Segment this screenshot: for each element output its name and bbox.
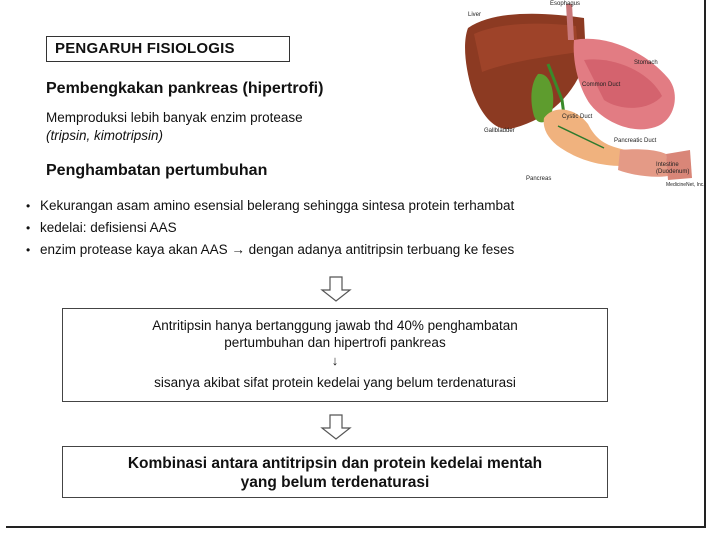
bullet-item: • Kekurangan asam amino esensial belerang sehingga sintesa protein terhambat	[26, 196, 514, 218]
title-box	[46, 36, 290, 62]
down-arrow-icon	[320, 276, 352, 302]
pancreas-label: Pancreas	[526, 176, 552, 182]
small-down-arrow-icon: ↓	[331, 353, 339, 368]
antitripsin-line2: pertumbuhan dan hipertrofi pankreas	[224, 335, 446, 350]
final-box	[62, 446, 608, 498]
heading-penghambatan: Penghambatan pertumbuhan	[46, 162, 268, 179]
conclusion-box	[62, 308, 608, 402]
final-line2: yang belum terdenaturasi	[240, 474, 430, 491]
page-title: PENGARUH FISIOLOGIS	[55, 40, 235, 57]
stomach-label: Stomach	[634, 60, 658, 66]
text-enzim-protease: Memproduksi lebih banyak enzim protease	[46, 110, 303, 125]
intestine-label: Intestine	[656, 162, 679, 168]
credit-label: MedicineNet, Inc.	[666, 182, 705, 188]
liver-label: Liver	[468, 12, 482, 18]
antitripsin-line1: Antritipsin hanya bertanggung jawab thd 40% penghambatan	[152, 318, 518, 333]
cystic-duct-label: Cystic Duct	[562, 114, 593, 120]
antitripsin-text	[63, 317, 607, 351]
gallbladder-label: Gallbladder	[484, 128, 515, 134]
bullet-item: • enzim protease kaya akan AAS → dengan adanya antitripsin terbuang ke feses	[26, 240, 514, 262]
duodenum-label: (Duodenum)	[656, 169, 690, 175]
text-tripsin: (tripsin, kimotripsin)	[46, 128, 164, 143]
common-duct-label: Common Duct	[582, 82, 621, 88]
down-arrow-icon	[320, 414, 352, 440]
pancreatic-duct-label: Pancreatic Duct	[614, 138, 657, 144]
digestive-organ-diagram	[454, 0, 712, 190]
protein-kedelai-text: sisanya akibat sifat protein kedelai yang belum terdenaturasi	[154, 375, 516, 390]
bullet-list	[26, 196, 514, 262]
esophagus-label: Esophagus	[550, 1, 581, 7]
heading-hipertrofi: Pembengkakan pankreas (hipertrofi)	[46, 80, 324, 97]
bullet-item: • kedelai: defisiensi AAS	[26, 218, 514, 240]
final-line1: Kombinasi antara antitripsin dan protein kedelai mentah	[127, 455, 543, 472]
